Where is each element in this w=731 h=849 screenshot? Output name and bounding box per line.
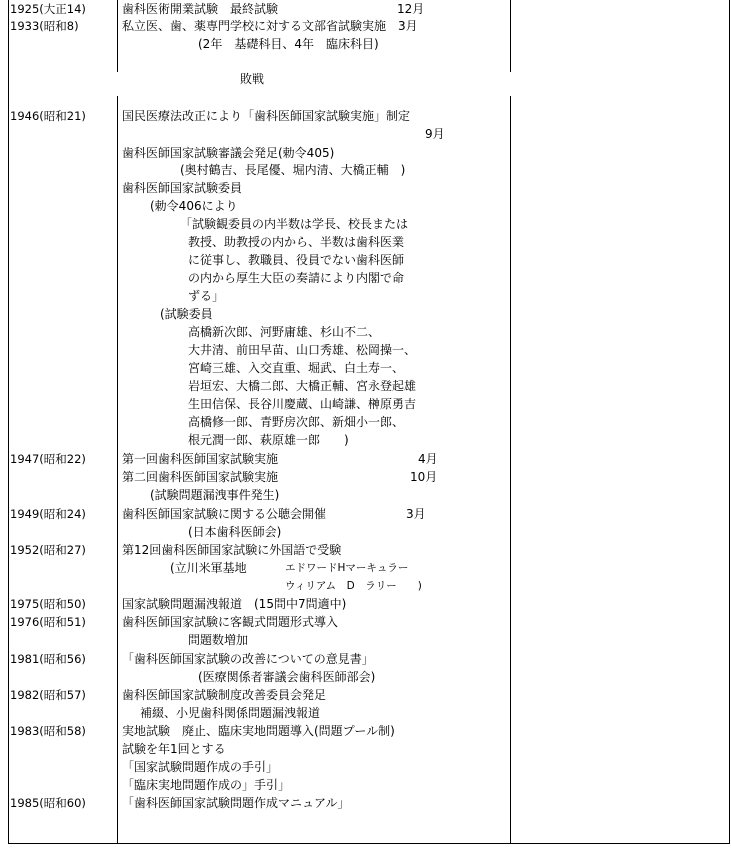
year-label: 1976(昭和51): [10, 615, 86, 629]
event-text: に従事し、教職員、役員でない歯科医師: [188, 253, 405, 267]
event-text: 「国家試験問題作成の手引」: [122, 760, 279, 774]
event-text: 高橋修一郎、青野房次郎、新畑小一郎、: [188, 415, 405, 429]
event-text: 大井清、前田早苗、山口秀雄、松岡操一、: [188, 343, 417, 357]
event-text: 高橋新次郎、河野庸雄、杉山不二、: [188, 325, 381, 339]
event-text: (試験問題漏洩事件発生): [150, 488, 280, 502]
event-text: (2年 基礎科目、4年 臨床科目): [198, 37, 379, 51]
year-label: 1975(昭和50): [10, 597, 86, 611]
event-text: 補綴、小児歯科関係問題漏洩報道: [140, 706, 321, 720]
event-text: (試験委員: [160, 307, 213, 321]
event-text: 歯科医師国家試験に関する公聴会開催: [122, 507, 327, 521]
event-text: (日本歯科医師会): [188, 525, 282, 539]
event-text: 歯科医術開業試験 最終試験: [122, 2, 279, 16]
event-text: エドワードHマーキュラー: [285, 562, 409, 574]
event-text: 宮崎三雄、入交直重、堀武、白土寿一、: [188, 361, 405, 375]
column-divider-2: [510, 0, 511, 72]
event-text: 9月: [425, 127, 445, 141]
event-text: 私立医、歯、薬専門学校に対する文部省試験実施 3月: [122, 19, 418, 33]
year-label: 1952(昭和27): [10, 543, 86, 557]
year-label: 1983(昭和58): [10, 724, 86, 738]
event-text: 問題数増加: [188, 633, 249, 647]
event-text: 歯科医師国家試験に客観式問題形式導入: [122, 615, 339, 629]
event-text: 国民医療法改正により「歯科医師国家試験実施」制定: [122, 109, 411, 123]
column-divider-2-lower: [510, 96, 511, 844]
event-text: 国家試験問題漏洩報道 (15問中7問適中): [122, 597, 347, 611]
year-label: 1946(昭和21): [10, 109, 86, 123]
event-text: 10月: [410, 470, 438, 484]
year-label: 1981(昭和56): [10, 652, 86, 666]
event-text: (奥村鶴吉、長尾優、堀内清、大橋正輔 ): [180, 163, 406, 177]
year-label: 1933(昭和8): [10, 19, 79, 33]
event-text: 試験を年1回とする: [122, 742, 226, 756]
event-text: 「臨床実地問題作成の」手引」: [122, 778, 291, 792]
year-label: 1925(大正14): [10, 2, 86, 16]
event-text: ウィリアム D ラリー ): [285, 580, 422, 592]
event-text: 「歯科医師国家試験の改善についての意見書」: [122, 652, 374, 666]
event-text: 岩垣宏、大橋二郎、大橋正輔、宮永登起雄: [188, 379, 417, 393]
year-label: 1982(昭和57): [10, 688, 86, 702]
event-text: 第一回歯科医師国家試験実施: [122, 452, 279, 466]
event-text: 生田信保、長谷川慶蔵、山崎謙、榊原勇吉: [188, 397, 417, 411]
event-text: 歯科医師国家試験委員: [122, 181, 243, 195]
event-text: (立川米軍基地: [170, 561, 247, 575]
event-text: 歯科医師国家試験制度改善委員会発足: [122, 688, 327, 702]
event-text: 教授、助教授の内から、半数は歯科医業: [188, 235, 405, 249]
event-text: 根元潤一郎、萩原雄一郎 ): [188, 433, 349, 447]
column-divider-1-lower: [117, 96, 118, 844]
event-text: ずる」: [188, 289, 225, 303]
event-text: 敗戦: [240, 72, 265, 86]
event-text: 第12回歯科医師国家試験に外国語で受験: [122, 543, 342, 557]
event-text: 「試験観委員の内半数は学長、校長または: [180, 217, 409, 231]
event-text: の内から厚生大臣の奏請により内閣で命: [188, 271, 405, 285]
year-label: 1947(昭和22): [10, 452, 86, 466]
event-text: 歯科医師国家試験審議会発足(勅令405): [122, 146, 335, 160]
year-label: 1985(昭和60): [10, 796, 86, 810]
event-text: 4月: [418, 452, 438, 466]
event-text: 12月: [397, 2, 425, 16]
year-label: 1949(昭和24): [10, 507, 86, 521]
column-divider-1: [117, 0, 118, 72]
event-text: 「歯科医師国家試験問題作成マニュアル」: [122, 796, 350, 810]
event-text: 実地試験 廃止、臨床実地問題導入(問題プール制): [122, 724, 395, 738]
event-text: 3月: [406, 507, 426, 521]
event-text: (医療関係者審議会歯科医師部会): [198, 670, 376, 684]
event-text: 第二回歯科医師国家試験実施: [122, 470, 279, 484]
event-text: (勅令406により: [150, 199, 238, 213]
